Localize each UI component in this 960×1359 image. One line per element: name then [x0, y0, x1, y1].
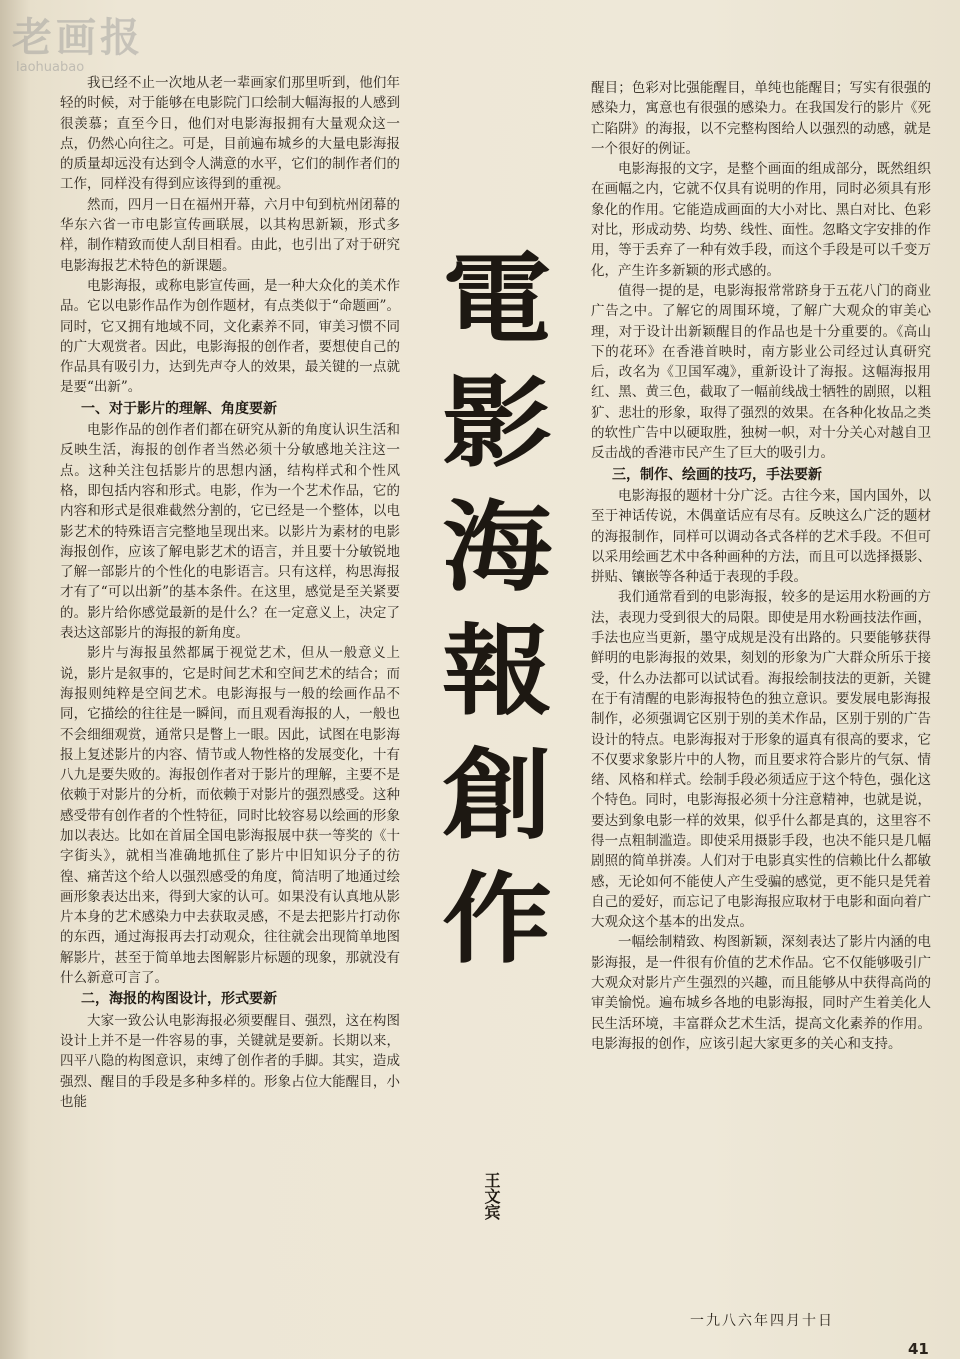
- paragraph: 值得一提的是，电影海报常常跻身于五花八门的商业广告之中。了解它的周围环境，了解广大观众的审美心理，对于设计出新颖醒目的作品也是十分重要的。《高山下的花环》在香港首映时，南方影业公司经过认真研究后，改名为《卫国军魂》，重新设计了海报。这幅海报用红、黑、黄三色，截取了一幅前线战士牺牲的剧照，以粗犷、悲壮的形象，取得了强烈的效果。在各种化妆品之类的软性广告中以硬取胜，独树一帜，对十分关心对越自卫反击战的香港市民产生了巨大的吸引力。: [591, 282, 931, 462]
- title-char: 作: [442, 862, 552, 977]
- author-name: 王文宾: [482, 1172, 501, 1220]
- watermark-subtext: laohuabao: [16, 60, 85, 75]
- paragraph-continued: 醒目；色彩对比强能醒目，单纯也能醒目；写实有很强的感染力，寓意也有很强的感染力。在我国发行的影片《死亡陷阱》的海报，以不完整构图给人以强烈的动感，就是一个很好的例证。: [591, 80, 931, 157]
- paragraph: 我已经不止一次地从老一辈画家们那里听到，他们年轻的时候，对于能够在电影院门口绘制大幅海报的人感到很羡慕；直至今日，他们对电影海报拥有大量观众这一点，仍然心向往之。可是，目前遍布城乡的大量电影海报的质量却远没有达到令人满意的水平，它们的制作者们的工作，同样没有得到应该得到的重视。: [60, 75, 400, 193]
- paragraph: 电影海报的文字，是整个画面的组成部分，既然组织在画幅之内，它就不仅具有说明的作用，同时必须具有形象化的作用。它能造成画面的大小对比、黑白对比、色彩对比，形成动势、均势、线性、面性。忽略文字安排的作用，等于丢弃了一种有效手段，而这个手段是可以千变万化，产生许多新颖的形式感的。: [591, 161, 931, 279]
- left-text-column: [60, 73, 400, 1112]
- paragraph: 影片与海报虽然都属于视觉艺术，但从一般意义上说，影片是叙事的，它是时间艺术和空间艺术的结合；而海报则纯粹是空间艺术。电影海报与一般的绘画作品不同，它描绘的往往是一瞬间，而且观看海报的人，一般也不会细细观赏，通常只是瞥上一眼。因此，试图在电影海报上复述影片的内容、情节或人物性格的发展变化，十有八九是要失败的。海报创作者对于影片的理解，主要不是依赖于对影片的分析，而依赖于对影片的强烈感受。这种感受带有创作者的个性特征，同时比较容易以绘画的形象加以表达。比如在首届全国电影海报展中获一等奖的《十字街头》，就相当准确地抓住了影片中旧知识分子的彷徨、痛苦这个给人以强烈感受的角度，简洁明了地通过绘画形象表达出来，得到大家的认可。如果没有认真地从影片本身的艺术感染力中去获取灵感，不是去把影片打动你的东西，通过海报再去打动观众，往往就会出现简单地图解影片，甚至于简单地去图解影片标题的现象，那就没有什么新意可言了。: [60, 645, 400, 987]
- title-char: 電: [442, 242, 552, 357]
- paragraph: 电影作品的创作者们都在研究从新的角度认识生活和反映生活，海报的创作者当然必须十分敏感地关注这一点。这种关注包括影片的思想内涵，结构样式和个性风格，即包括内容和形式。电影，作为一个艺术作品，它的内容和形式是很难截然分割的，它已经是一个整体，以电影艺术的特殊语言完整地呈现出来。以影片为素材的电影海报创作，应该了解电影艺术的语言，并且要十分敏锐地了解一部影片的个性化的电影语言。只有这样，构思海报才有了“可以出新”的基本条件。在这里，感觉是至关紧要的。影片给你感觉最新的是什么？在一定意义上，决定了表达这部影片的海报的新角度。: [60, 422, 400, 642]
- title-char: 海: [442, 490, 552, 605]
- section-heading: 三，制作、绘画的技巧，手法要新: [612, 466, 822, 483]
- title-char: 創: [442, 738, 552, 853]
- article-date: 一九八六年四月十日: [690, 1313, 834, 1329]
- article-title: [432, 238, 562, 982]
- section-heading: 一、对于影片的理解、角度要新: [81, 400, 277, 417]
- paragraph: 我们通常看到的电影海报，较多的是运用水粉画的方法，表现力受到很大的局限。即使是用水粉画技法作画，手法也应当更新，墨守成规是没有出路的。只要能够获得鲜明的电影海报的效果，刻划的形象为广大群众所乐于接受，什么办法都可以试试看。海报绘制技法的更新，关键在于有清醒的电影海报特色的独立意识。要发展电影海报制作，必须强调它区别于别的美术作品，区别于别的广告设计的特点。电影海报对于形象的逼真有很高的要求，它不仅要求象影片中的人物，而且要求符合影片的气氛、情绪、风格和样式。绘制手段必须适应于这个特色，强化这个特色。同时，电影海报必须十分注意精神，也就是说，要达到象电影一样的效果，似乎什么都是真的，这里容不得一点粗制滥造。即使采用摄影手段，也决不能只是几幅剧照的简单拼凑。人们对于电影真实性的信赖比什么都敏感，无论如何不能使人产生受骗的感觉，更不能只是凭着自己的爱好，而忘记了电影海报应取材于电影和面向着广大观众这个基本的出发点。: [591, 589, 931, 931]
- page-number: 41: [908, 1340, 929, 1358]
- paragraph: 一幅绘制精致、构图新颖，深刻表达了影片内涵的电影海报，是一件很有价值的艺术作品。它不仅能够吸引广大观众对影片产生强烈的兴趣，而且能够从中获得高尚的审美愉悦。遍布城乡各地的电影海报，同时产生着美化人民生活环境，丰富群众艺术生活，提高文化素养的作用。电影海报的创作，应该引起大家更多的关心和支持。: [591, 934, 931, 1052]
- paragraph: 大家一致公认电影海报必须要醒目、强烈，这在构图设计上并不是一件容易的事，关键就是要新。长期以来，四平八隐的构图意识，束缚了创作者的手脚。其实，造成强烈、醒目的手段是多种多样的。形象占位大能醒目，小也能: [60, 1012, 400, 1110]
- title-char: 報: [442, 614, 552, 729]
- right-text-column: [591, 78, 931, 1054]
- paragraph: 然而，四月一日在福州开幕，六月中旬到杭州闭幕的华东六省一市电影宣传画联展，以其构思新颖，形式多样，制作精致而使人刮目相看。由此，也引出了对于研究电影海报艺术特色的新课题。: [60, 196, 400, 274]
- paragraph: 电影海报的题材十分广泛。古往今来，国内国外，以至于神话传说，木偶童话应有尽有。反映这么广泛的题材的海报制作，同样可以调动各式各样的艺术手段。不但可以采用绘画艺术中各种画种的方法，而且可以选择摄影、拼贴、镶嵌等各种适于表现的手段。: [591, 487, 931, 586]
- watermark-logo: 老画报: [12, 15, 144, 61]
- section-heading: 二，海报的构图设计，形式要新: [81, 991, 277, 1008]
- title-char: 影: [442, 366, 552, 481]
- paragraph: 电影海报，或称电影宣传画，是一种大众化的美术作品。它以电影作品作为创作题材，有点类似于“命题画”。同时，它又拥有地域不同，文化素养不同，审美习惯不同的广大观赏者。因此，电影海报的创作者，要想使自己的作品具有吸引力，达到先声夺人的效果，最关键的一点就是要“出新”。: [60, 277, 400, 396]
